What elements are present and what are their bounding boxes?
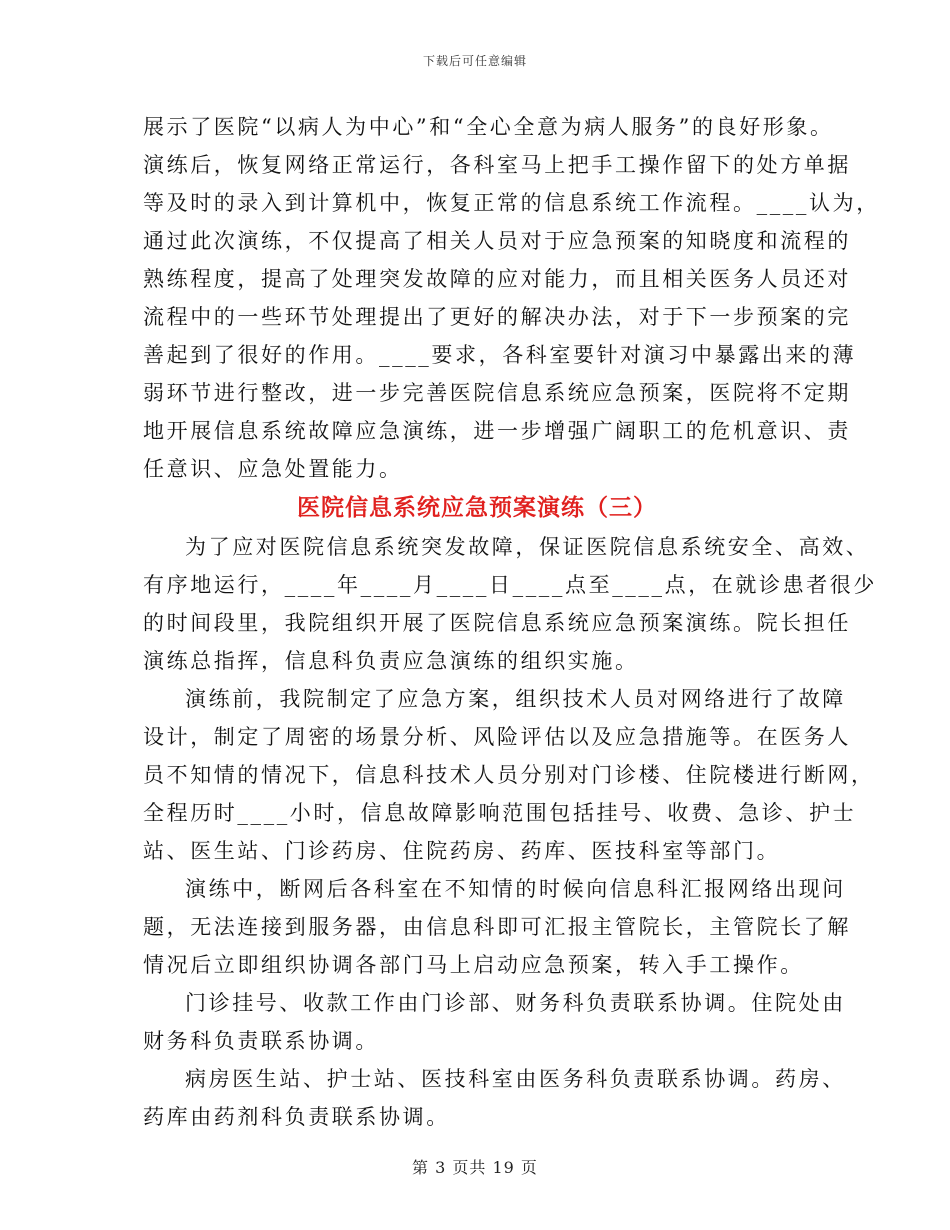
text-line: 员不知情的情况下，信息科技术人员分别对门诊楼、住院楼进行断网， xyxy=(143,763,875,787)
text-line: 演练后，恢复网络正常运行，各科室马上把手工操作留下的处方单据 xyxy=(143,153,851,177)
text-line: 题，无法连接到服务器，由信息科即可汇报主管院长，主管院长了解 xyxy=(143,915,851,939)
text-line: 有序地运行，____年____月____日____点至____点，在就诊患者很少 xyxy=(143,573,877,597)
text-line: 展示了医院“以病人为中心”和“全心全意为病人服务”的良好形象。 xyxy=(143,115,834,139)
text-line: 的时间段里，我院组织开展了医院信息系统应急预案演练。院长担任 xyxy=(143,611,851,635)
text-line: 等及时的录入到计算机中，恢复正常的信息系统工作流程。____认为， xyxy=(143,191,880,215)
section-title: 医院信息系统应急预案演练（三） xyxy=(297,494,657,521)
document-body xyxy=(143,108,880,1136)
text-line: 情况后立即组织协调各部门马上启动应急预案，转入手工操作。 xyxy=(143,953,804,977)
text-line: 财务科负责联系协调。 xyxy=(143,1029,379,1053)
header-note: 下载后可任意编辑 xyxy=(422,54,527,68)
text-line: 病房医生站、护士站、医技科室由医务科负责联系协调。药房、 xyxy=(185,1067,846,1091)
text-line: 任意识、应急处置能力。 xyxy=(143,457,403,481)
text-line: 设计，制定了周密的场景分析、风险评估以及应急措施等。在医务人 xyxy=(143,725,851,749)
text-line: 药库由药剂科负责联系协调。 xyxy=(143,1105,450,1129)
text-line: 通过此次演练，不仅提高了相关人员对于应急预案的知晓度和流程的 xyxy=(143,229,851,253)
text-line: 弱环节进行整改，进一步完善医院信息系统应急预案，医院将不定期 xyxy=(143,381,851,405)
text-line: 演练中，断网后各科室在不知情的时候向信息科汇报网络出现问 xyxy=(185,877,846,901)
text-line: 善起到了很好的作用。____要求，各科室要针对演习中暴露出来的薄 xyxy=(143,343,857,367)
text-line: 演练总指挥，信息科负责应急演练的组织实施。 xyxy=(143,649,639,673)
text-line: 门诊挂号、收款工作由门诊部、财务科负责联系协调。住院处由 xyxy=(185,991,846,1015)
text-line: 熟练程度，提高了处理突发故障的应对能力，而且相关医务人员还对 xyxy=(143,267,851,291)
text-line: 流程中的一些环节处理提出了更好的解决办法，对于下一步预案的完 xyxy=(143,305,851,329)
text-line: 演练前，我院制定了应急方案，组织技术人员对网络进行了故障 xyxy=(185,687,846,711)
page-number: 第 3 页共 19 页 xyxy=(412,1158,538,1177)
text-line: 为了应对医院信息系统突发故障，保证医院信息系统安全、高效、 xyxy=(185,535,870,559)
text-line: 站、医生站、门诊药房、住院药房、药库、医技科室等部门。 xyxy=(143,839,781,863)
text-line: 全程历时____小时，信息故障影响范围包括挂号、收费、急诊、护士 xyxy=(143,801,857,825)
text-line: 地开展信息系统故障应急演练，进一步增强广阔职工的危机意识、责 xyxy=(143,419,851,443)
